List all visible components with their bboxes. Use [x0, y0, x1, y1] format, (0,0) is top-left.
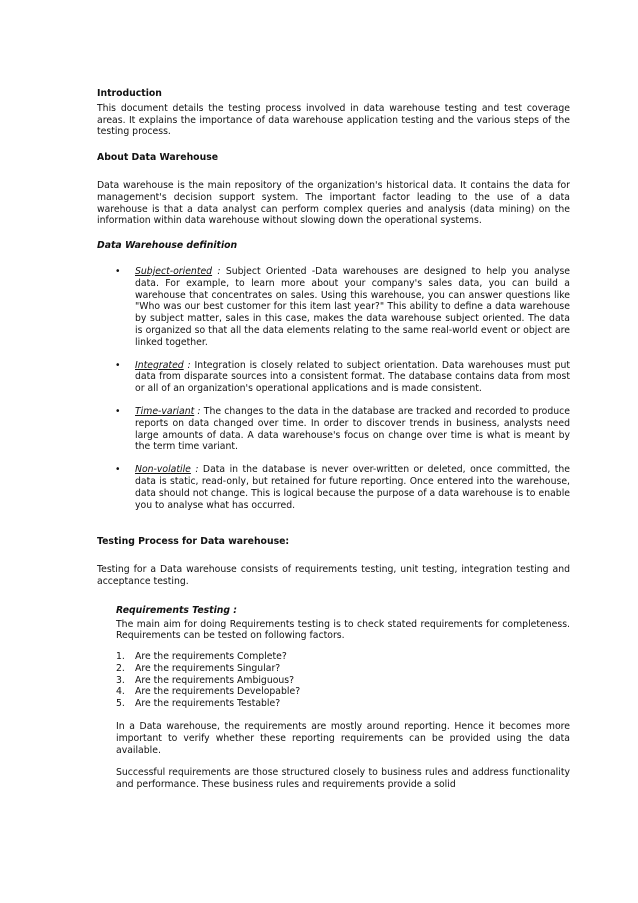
- definition-text: Data in the database is never over-written or deleted, once committed, the data is static, read-only, but retained for future reporting. Once entered into the warehouse, data should not change. This is logical because the purpose of a data warehouse is to enable you to analyse what has occurred.: [135, 464, 571, 511]
- requirements-heading: Requirements Testing :: [116, 604, 238, 616]
- requirements-factor-list: [116, 651, 570, 710]
- list-item: 2. Are the requirements Singular?: [116, 662, 281, 674]
- bullet-icon: •: [115, 359, 121, 371]
- requirements-paragraph: The main aim for doing Requirements testing is to check stated requirements for completeness. Requirements can be tested on following factors.: [116, 618, 570, 642]
- definition-item: [97, 360, 570, 395]
- definition-text: The changes to the data in the database are tracked and recorded to produce reports on data changed over time. In order to discover trends in business, analysts need large amounts of data. A data warehouse's focus on change over time is what is meant by the term time variant.: [135, 405, 570, 453]
- document-page: [97, 88, 570, 791]
- requirements-section: [116, 605, 570, 791]
- intro-heading: Introduction: [97, 88, 162, 99]
- intro-paragraph: This document details the testing process involved in data warehouse testing and test coverage areas. It explains the importance of data warehouse application testing and the various steps of the testing process.: [97, 102, 570, 138]
- definition-text: Subject Oriented -Data warehouses are designed to help you analyse data. For example, to learn more about your company's sales data, you can build a warehouse that concentrates on sales. Using this warehouse, you can answer questions like "Who was our best customer for this item last year?" This ability to define a data warehouse by subject matter, sales in this case, makes the data warehouse subject oriented. The data is organized so that all the data elements relating to the same real-world event or object are linked together.: [135, 265, 571, 348]
- definition-term: Subject-oriented: [135, 265, 213, 277]
- definition-separator: :: [212, 265, 226, 277]
- testing-heading: Testing Process for Data warehouse:: [97, 536, 290, 548]
- definition-item: [97, 406, 570, 453]
- bullet-icon: •: [115, 405, 121, 417]
- list-item: 4. Are the requirements Developable?: [116, 686, 301, 698]
- definition-heading: Data Warehouse definition: [97, 240, 238, 252]
- about-heading: About Data Warehouse: [97, 152, 219, 164]
- definition-item: [97, 266, 570, 349]
- definition-list: [97, 266, 570, 511]
- definition-term: Time-variant: [135, 405, 195, 417]
- bullet-icon: •: [115, 464, 121, 476]
- testing-paragraph: Testing for a Data warehouse consists of requirements testing, unit testing, integration testing and acceptance testing.: [97, 564, 570, 587]
- definition-text: Integration is closely related to subject orientation. Data warehouses must put data from disparate sources into a consistent format. The database contains data from most or all of an organization's operational applications and is made consistent.: [135, 359, 570, 395]
- list-item: 3. Are the requirements Ambiguous?: [116, 674, 295, 686]
- bullet-icon: •: [115, 265, 121, 277]
- list-item: 1. Are the requirements Complete?: [116, 651, 287, 663]
- definition-term: Integrated: [135, 359, 184, 371]
- about-paragraph: Data warehouse is the main repository of the organization's historical data. It contains the data for management's decision support system. The important factor leading to the use of a data warehouse is that a data analyst can perform complex queries and analysis (data mining) on the information within data warehouse without slowing down the operational systems.: [97, 179, 570, 227]
- requirements-paragraph-3: Successful requirements are those structured closely to business rules and address functionality and performance. These business rules and requirements provide a solid: [116, 767, 570, 791]
- definition-item: [97, 464, 570, 511]
- list-item: 5. Are the requirements Testable?: [116, 698, 281, 710]
- requirements-paragraph-2: In a Data warehouse, the requirements are mostly around reporting. Hence it becomes more important to verify whether these reporting requirements can be provided using the data available.: [116, 721, 570, 756]
- definition-separator: :: [194, 405, 204, 417]
- definition-separator: :: [190, 464, 203, 476]
- definition-term: Non-volatile: [135, 464, 191, 476]
- definition-separator: :: [183, 359, 195, 371]
